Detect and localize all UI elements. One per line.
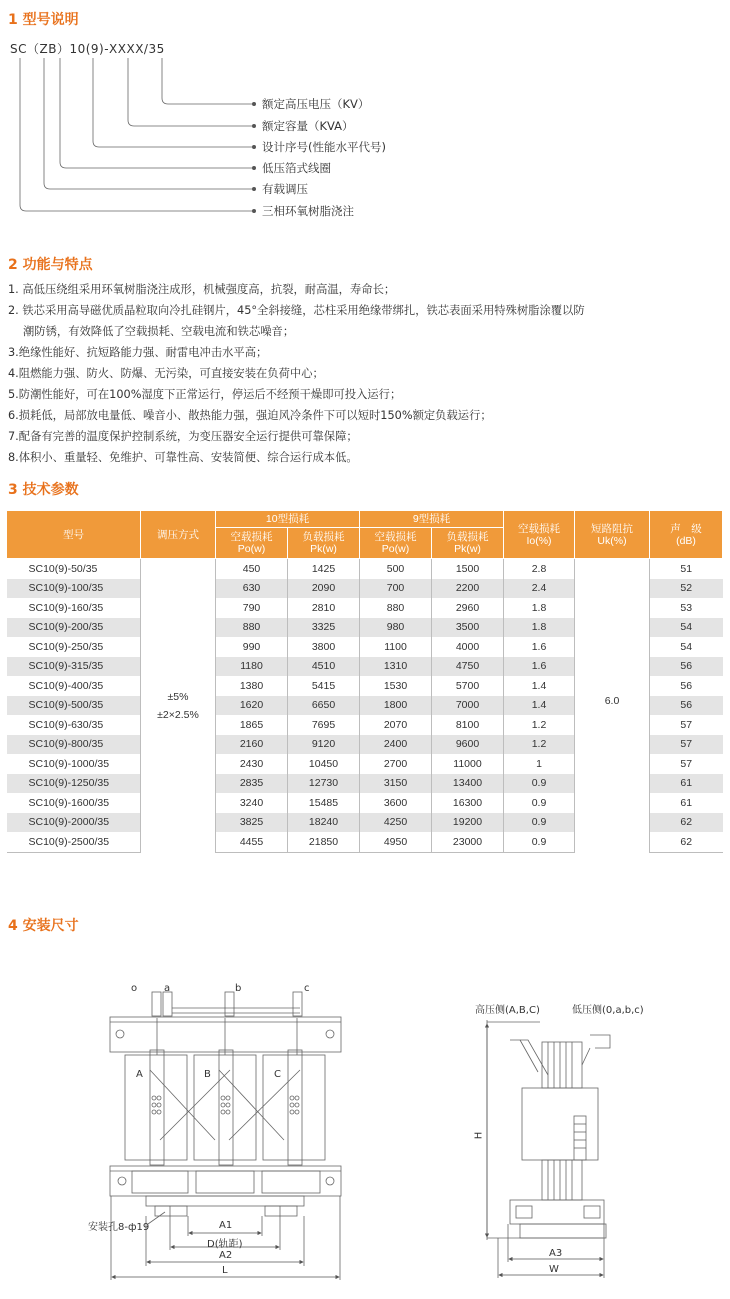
cell-p0-9: 880 — [360, 598, 432, 618]
label-H: H — [473, 1131, 485, 1140]
legend-item-hv: 额定高压电压（KV） — [262, 97, 370, 111]
feature-item: 潮防锈，有效降低了空载损耗、空载电流和铁芯噪音； — [23, 325, 295, 338]
cell-db: 57 — [650, 754, 723, 774]
cell-p0-10: 3825 — [216, 813, 288, 833]
cell-io: 1.6 — [504, 637, 575, 657]
label-A1: A1 — [219, 1220, 233, 1231]
cell-pk-9: 4750 — [432, 657, 504, 677]
cell-p0-9: 1100 — [360, 637, 432, 657]
cell-model: SC10(9)-500/35 — [7, 696, 141, 716]
header-uk: 短路阻抗 Uk(%) — [575, 511, 650, 559]
cell-io: 1.2 — [504, 735, 575, 755]
header-loss9: 9型损耗 — [360, 511, 504, 528]
cell-p0-10: 3240 — [216, 793, 288, 813]
label-phase-B: B — [204, 1069, 211, 1080]
section-title-specs: 3 技术参数 — [8, 482, 79, 498]
cell-db: 62 — [650, 832, 723, 852]
cell-db: 61 — [650, 793, 723, 813]
cell-db: 61 — [650, 774, 723, 794]
legend-item-onload: 有载调压 — [262, 182, 308, 196]
cell-pk-10: 1425 — [288, 559, 360, 579]
header-p0-9: 空载损耗 Po(w) — [360, 528, 432, 559]
label-lv-side: 低压侧(0,a,b,c) — [572, 1005, 644, 1016]
cell-db: 52 — [650, 579, 723, 599]
cell-p0-10: 4455 — [216, 832, 288, 852]
cell-model: SC10(9)-160/35 — [7, 598, 141, 618]
cell-io: 1.8 — [504, 598, 575, 618]
cell-p0-9: 4950 — [360, 832, 432, 852]
header-db: 声 级 (dB) — [650, 511, 723, 559]
cell-io: 1.2 — [504, 715, 575, 735]
cell-pk-9: 7000 — [432, 696, 504, 716]
cell-p0-10: 1865 — [216, 715, 288, 735]
cell-pk-10: 3800 — [288, 637, 360, 657]
cell-p0-9: 3600 — [360, 793, 432, 813]
cell-pk-9: 9600 — [432, 735, 504, 755]
header-io: 空载损耗 Io(%) — [504, 511, 575, 559]
cell-pk-9: 19200 — [432, 813, 504, 833]
cell-model: SC10(9)-100/35 — [7, 579, 141, 599]
cell-uk: 6.0 — [575, 559, 650, 853]
cell-pk-9: 13400 — [432, 774, 504, 794]
legend-item-design: 设计序号(性能水平代号) — [262, 140, 386, 154]
cell-io: 0.9 — [504, 832, 575, 852]
feature-item: 3.绝缘性能好、抗短路能力强、耐雷电冲击水平高； — [8, 346, 268, 359]
cell-io: 1.4 — [504, 696, 575, 716]
cell-p0-9: 1800 — [360, 696, 432, 716]
cell-db: 54 — [650, 637, 723, 657]
cell-pk-9: 16300 — [432, 793, 504, 813]
cell-pk-10: 2810 — [288, 598, 360, 618]
cell-p0-10: 790 — [216, 598, 288, 618]
cell-model: SC10(9)-1250/35 — [7, 774, 141, 794]
cell-pk-9: 23000 — [432, 832, 504, 852]
cell-model: SC10(9)-1600/35 — [7, 793, 141, 813]
cell-db: 56 — [650, 676, 723, 696]
cell-pk-9: 3500 — [432, 618, 504, 638]
header-p0-10: 空载损耗 Po(w) — [216, 528, 288, 559]
feature-item: 1. 高低压绕组采用环氧树脂浇注成形，机械强度高，抗裂，耐高温，寿命长； — [8, 283, 396, 296]
feature-item: 8.体积小、重量轻、免维护、可靠性高、安装简便、综合运行成本低。 — [8, 451, 358, 464]
cell-io: 1.6 — [504, 657, 575, 677]
label-A2: A2 — [219, 1250, 233, 1261]
cell-p0-9: 2400 — [360, 735, 432, 755]
cell-model: SC10(9)-630/35 — [7, 715, 141, 735]
label-mount-hole: 安装孔8-ф19 — [88, 1222, 150, 1233]
cell-pk-10: 7695 — [288, 715, 360, 735]
cell-io: 1.8 — [504, 618, 575, 638]
cell-db: 53 — [650, 598, 723, 618]
section-title-features: 2 功能与特点 — [8, 257, 93, 273]
header-pk-9: 负载损耗 Pk(w) — [432, 528, 504, 559]
cell-p0-10: 1620 — [216, 696, 288, 716]
cell-pk-10: 9120 — [288, 735, 360, 755]
cell-pk-10: 6650 — [288, 696, 360, 716]
cell-pk-10: 18240 — [288, 813, 360, 833]
cell-db: 57 — [650, 735, 723, 755]
cell-p0-9: 1530 — [360, 676, 432, 696]
cell-p0-10: 1180 — [216, 657, 288, 677]
label-hv-side: 高压侧(A,B,C) — [475, 1005, 540, 1016]
cell-p0-9: 1310 — [360, 657, 432, 677]
cell-db: 56 — [650, 657, 723, 677]
cell-pk-10: 12730 — [288, 774, 360, 794]
cell-io: 0.9 — [504, 813, 575, 833]
cell-p0-10: 2160 — [216, 735, 288, 755]
cell-pk-10: 15485 — [288, 793, 360, 813]
cell-tap-method: ±5% ±2×2.5% — [141, 559, 216, 853]
cell-model: SC10(9)-1000/35 — [7, 754, 141, 774]
cell-io: 0.9 — [504, 793, 575, 813]
cell-model: SC10(9)-2500/35 — [7, 832, 141, 852]
label-o: o — [131, 983, 138, 994]
cell-pk-9: 1500 — [432, 559, 504, 579]
cell-p0-10: 880 — [216, 618, 288, 638]
cell-p0-10: 450 — [216, 559, 288, 579]
feature-item: 2. 铁芯采用高导磁优质晶粒取向冷扎硅钢片，45°全斜接缝，芯柱采用绝缘带绑扎，铁芯表面采用特殊树脂涂覆以防 — [8, 304, 585, 317]
cell-db: 62 — [650, 813, 723, 833]
header-loss10: 10型损耗 — [216, 511, 360, 528]
cell-p0-9: 2070 — [360, 715, 432, 735]
cell-p0-10: 990 — [216, 637, 288, 657]
feature-item: 6.损耗低，局部放电量低、噪音小、散热能力强，强迫风冷条件下可以短时150%额定负载运行； — [8, 409, 492, 422]
cell-pk-9: 4000 — [432, 637, 504, 657]
cell-io: 0.9 — [504, 774, 575, 794]
cell-model: SC10(9)-400/35 — [7, 676, 141, 696]
cell-p0-10: 630 — [216, 579, 288, 599]
cell-io: 1.4 — [504, 676, 575, 696]
cell-p0-10: 1380 — [216, 676, 288, 696]
cell-model: SC10(9)-800/35 — [7, 735, 141, 755]
legend-item-capacity: 额定容量（KVA） — [262, 119, 354, 133]
cell-io: 2.4 — [504, 579, 575, 599]
cell-db: 57 — [650, 715, 723, 735]
label-L: L — [222, 1265, 228, 1276]
cell-db: 51 — [650, 559, 723, 579]
legend-item-foil: 低压箔式线圈 — [262, 161, 331, 175]
label-W: W — [549, 1264, 559, 1275]
label-phase-A: A — [136, 1069, 143, 1080]
cell-p0-9: 980 — [360, 618, 432, 638]
label-c: c — [304, 983, 310, 994]
cell-pk-10: 2090 — [288, 579, 360, 599]
feature-item: 4.阻燃能力强、防火、防爆、无污染，可直接安装在负荷中心； — [8, 367, 324, 380]
header-model: 型号 — [7, 511, 141, 559]
cell-io: 2.8 — [504, 559, 575, 579]
section-title-dimensions: 4 安装尺寸 — [8, 918, 79, 934]
cell-db: 54 — [650, 618, 723, 638]
legend-item-epoxy: 三相环氧树脂浇注 — [262, 204, 354, 218]
cell-p0-10: 2835 — [216, 774, 288, 794]
label-a: a — [164, 983, 171, 994]
cell-model: SC10(9)-315/35 — [7, 657, 141, 677]
cell-pk-10: 3325 — [288, 618, 360, 638]
cell-model: SC10(9)-200/35 — [7, 618, 141, 638]
label-b: b — [235, 983, 242, 994]
cell-pk-9: 2960 — [432, 598, 504, 618]
cell-p0-9: 3150 — [360, 774, 432, 794]
feature-item: 5.防潮性能好，可在100%湿度下正常运行，停运后不经预干燥即可投入运行； — [8, 388, 402, 401]
cell-pk-10: 21850 — [288, 832, 360, 852]
cell-model: SC10(9)-250/35 — [7, 637, 141, 657]
label-A3: A3 — [549, 1248, 563, 1259]
label-phase-C: C — [274, 1069, 281, 1080]
cell-pk-9: 8100 — [432, 715, 504, 735]
feature-item: 7.配备有完善的温度保护控制系统，为变压器安全运行提供可靠保障； — [8, 430, 358, 443]
cell-pk-9: 2200 — [432, 579, 504, 599]
label-D: D(轨距) — [207, 1239, 243, 1250]
cell-model: SC10(9)-50/35 — [7, 559, 141, 579]
cell-pk-10: 4510 — [288, 657, 360, 677]
side-view-drawing — [487, 1020, 610, 1278]
cell-p0-9: 4250 — [360, 813, 432, 833]
cell-p0-9: 700 — [360, 579, 432, 599]
cell-p0-9: 500 — [360, 559, 432, 579]
header-pk-10: 负载损耗 Pk(w) — [288, 528, 360, 559]
cell-pk-10: 10450 — [288, 754, 360, 774]
cell-pk-9: 11000 — [432, 754, 504, 774]
cell-p0-9: 2700 — [360, 754, 432, 774]
cell-pk-9: 5700 — [432, 676, 504, 696]
cell-model: SC10(9)-2000/35 — [7, 813, 141, 833]
section-title-model: 1 型号说明 — [8, 12, 79, 28]
cell-p0-10: 2430 — [216, 754, 288, 774]
header-tap: 调压方式 — [141, 511, 216, 559]
cell-pk-10: 5415 — [288, 676, 360, 696]
model-code: SC（ZB）10(9)-XXXX/35 — [10, 42, 165, 56]
cell-io: 1 — [504, 754, 575, 774]
cell-db: 56 — [650, 696, 723, 716]
